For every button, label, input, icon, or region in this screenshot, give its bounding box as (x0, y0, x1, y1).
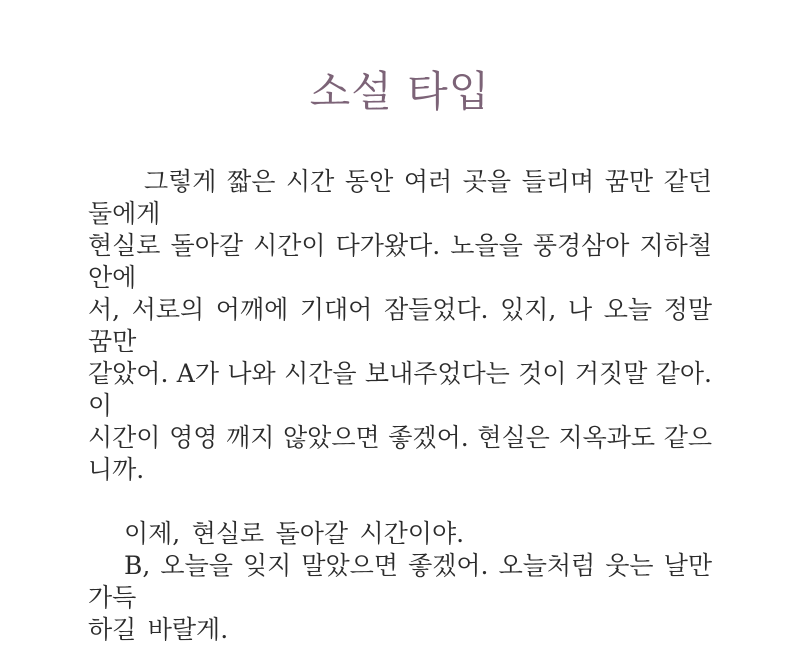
text-line: 그렇게 짧은 시간 동안 여러 곳을 들리며 꿈만 같던 둘에게 (88, 167, 712, 228)
text-line: B, 오늘을 잊지 말았으면 좋겠어. 오늘처럼 웃는 날만 가득 (88, 551, 712, 612)
paragraph-1 (88, 166, 712, 486)
text-line: 하길 바랄게. (88, 615, 229, 644)
paragraph-3 (88, 550, 712, 646)
text-line: 현실로 돌아갈 시간이 다가왔다. 노을을 풍경삼아 지하철 안에 (88, 231, 712, 292)
text-line: 서, 서로의 어깨에 기대어 잠들었다. 있지, 나 오늘 정말 꿈만 (88, 295, 712, 356)
text-line: 같았어. A가 나와 시간을 보내주었다는 것이 거짓말 같아. 이 (88, 359, 712, 420)
body-text (88, 166, 712, 646)
text-line: 이제, 현실로 돌아갈 시간이야. (124, 519, 465, 548)
page-title: 소설 타입 (309, 67, 491, 116)
paragraph-2 (88, 518, 712, 550)
text-line: 시간이 영영 깨지 않았으면 좋겠어. 현실은 지옥과도 같으니까. (88, 423, 712, 484)
